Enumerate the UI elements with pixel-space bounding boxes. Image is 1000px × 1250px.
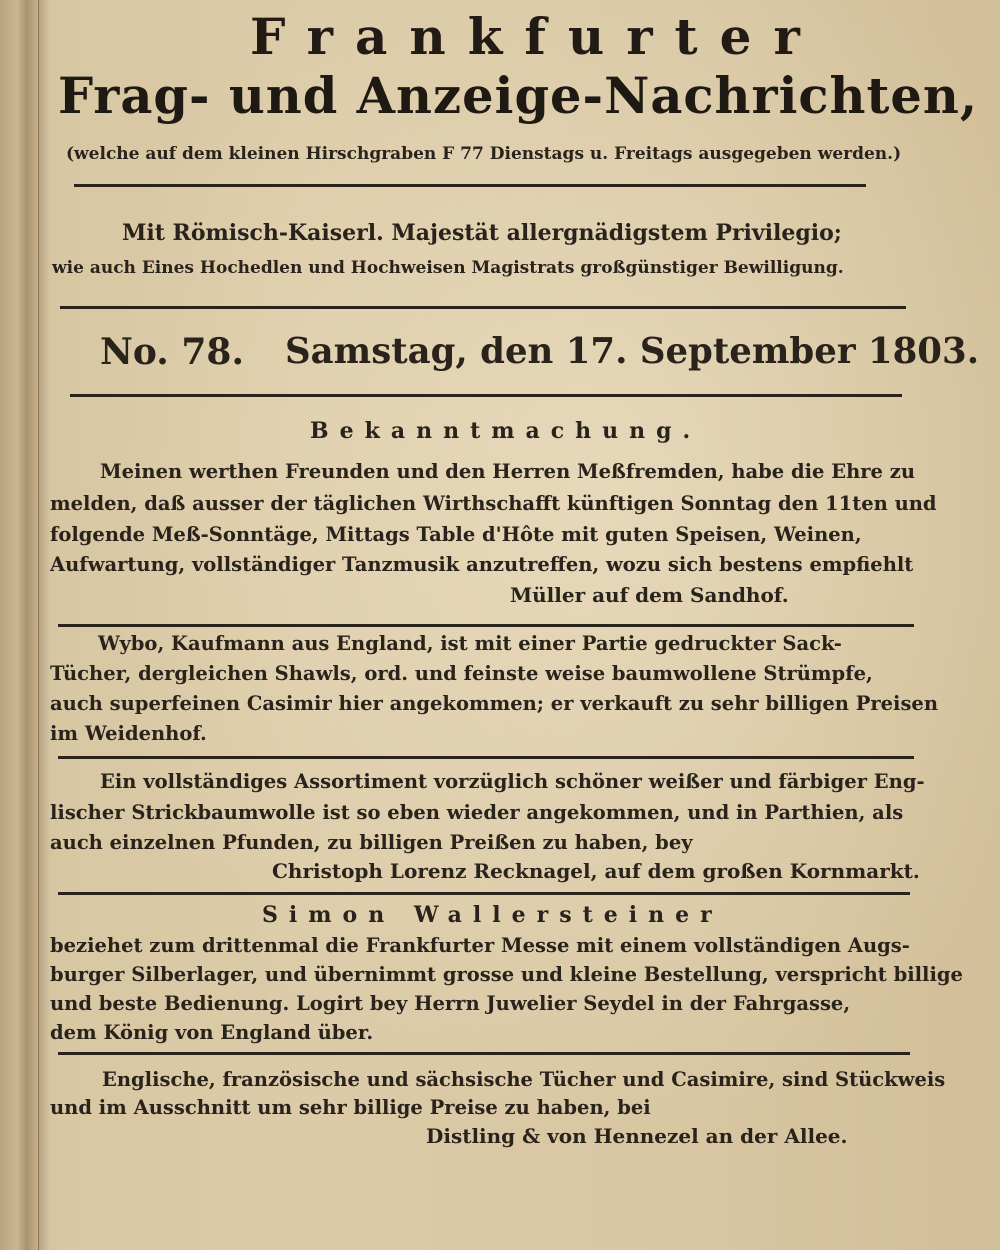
notice-1-line-4: Aufwartung, vollständiger Tanzmusik anzutreffen, wozu sich bestens empfiehlt (50, 553, 914, 576)
privilege-rule (60, 306, 906, 309)
masthead-title-line2: Frag- und Anzeige-Nachrichten, (58, 67, 979, 125)
notice-2-line-2: Tücher, dergleichen Shawls, ord. und feinste weise baumwollene Strümpfe, (50, 662, 873, 685)
notice-3-signature: Christoph Lorenz Recknagel, auf dem großen Kornmarkt. (272, 859, 920, 883)
issue-number: No. 78. (100, 331, 244, 373)
notice-1-line-3: folgende Meß-Sonntäge, Mittags Table d'Hôte mit guten Speisen, Weinen, (50, 523, 862, 546)
notice-1-signature: Müller auf dem Sandhof. (510, 583, 789, 607)
notice-3-line-2: lischer Strickbaumwolle ist so eben wieder angekommen, und in Parthien, als (50, 801, 904, 824)
notice-4-line-2: burger Silberlager, und übernimmt grosse und kleine Bestellung, verspricht billige (50, 963, 963, 986)
notice-5-line-2: und im Ausschnitt um sehr billige Preise zu haben, bei (50, 1096, 651, 1119)
notice-4-line-3: und beste Bedienung. Logirt bey Herrn Juwelier Seydel in der Fahrgasse, (50, 992, 851, 1015)
notice-2-line-4: im Weidenhof. (50, 722, 207, 745)
notice-4-line-1: beziehet zum drittenmal die Frankfurter Messe mit einem vollständigen Augs- (50, 934, 910, 957)
issue-rule (70, 394, 902, 397)
notice-5-signature: Distling & von Hennezel an der Allee. (426, 1124, 848, 1148)
notice-4-rule (58, 1052, 910, 1055)
notice-2-line-3: auch superfeinen Casimir hier angekommen; er verkauft zu sehr billigen Preisen (50, 692, 939, 715)
privilege-line1: Mit Römisch-Kaiserl. Majestät allergnädigstem Privilegio; (122, 220, 842, 246)
masthead-rule (74, 184, 866, 187)
notice-1-rule (58, 624, 914, 627)
notice-2-rule (58, 756, 914, 759)
issue-date: Samstag, den 17. September 1803. (285, 331, 980, 372)
notice-4-line-4: dem König von England über. (50, 1021, 374, 1044)
binding-shadow (38, 0, 50, 1250)
notice-1-line-2: melden, daß ausser der täglichen Wirthschafft künftigen Sonntag den 11ten und (50, 492, 937, 515)
binding-edge (0, 0, 39, 1250)
notice-1-heading: Bekanntmachung. (310, 418, 702, 444)
masthead-title-line1: Frankfurter (250, 7, 822, 66)
notice-3-line-3: auch einzelnen Pfunden, zu billigen Preißen zu haben, bey (50, 831, 693, 854)
notice-3-line-1: Ein vollständiges Assortiment vorzüglich schöner weißer und färbiger Eng- (100, 770, 925, 793)
newspaper-sheet (50, 0, 990, 1250)
notice-5-line-1: Englische, französische und sächsische Tücher und Casimire, sind Stückweis (102, 1068, 946, 1091)
privilege-line2: wie auch Eines Hochedlen und Hochweisen Magistrats großgünstiger Bewilligung. (52, 258, 844, 278)
notice-2-line-1: Wybo, Kaufmann aus England, ist mit einer Partie gedruckter Sack- (98, 632, 842, 655)
notice-3-rule (58, 892, 910, 895)
notice-1-line-1: Meinen werthen Freunden und den Herren Meßfremden, habe die Ehre zu (100, 460, 916, 483)
notice-4-heading: Simon Wallersteiner (262, 902, 723, 928)
masthead-subtitle: (welche auf dem kleinen Hirschgraben F 77 Dienstags u. Freitags ausgegeben werden.) (66, 144, 902, 164)
